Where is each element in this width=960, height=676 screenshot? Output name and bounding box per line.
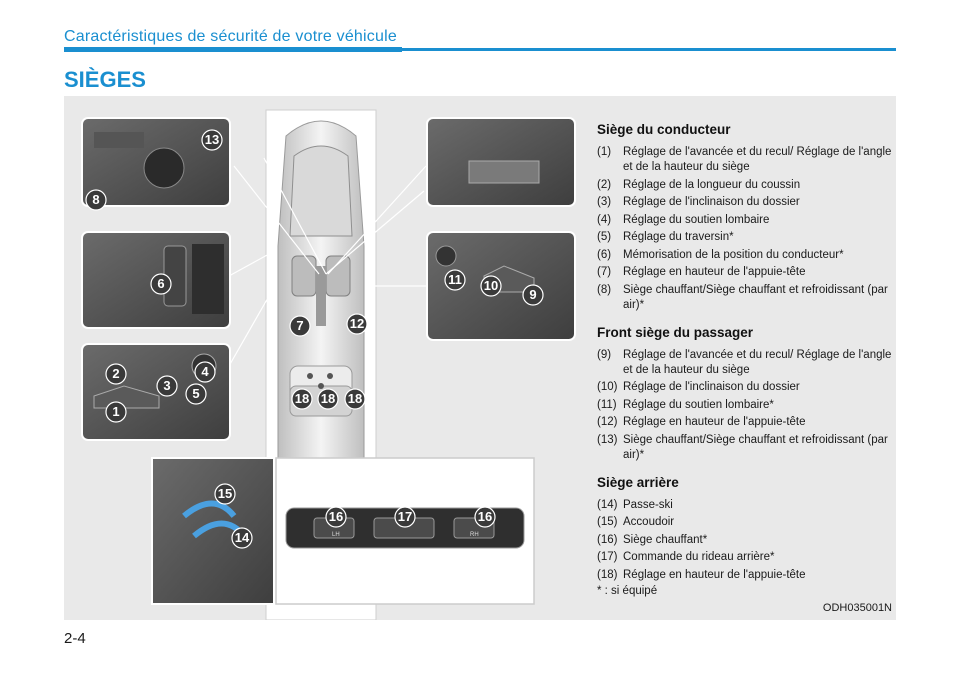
legend-item: (7) Réglage en hauteur de l'appuie-tête — [597, 266, 806, 278]
inset-rear-armrest — [152, 458, 274, 604]
callout-13a — [202, 130, 222, 150]
legend-item: (6) Mémorisation de la position du conducteur* — [597, 248, 844, 261]
callout-18b — [318, 389, 338, 409]
legend-item: (1) Réglage de l'avancée et du recul/ Réglage de l'angle et de la hauteur du siège — [597, 146, 892, 173]
callout-label: 18 — [294, 391, 310, 406]
callout-6 — [151, 274, 171, 294]
legend-item: (12) Réglage en hauteur de l'appuie-tête — [597, 416, 806, 428]
header-rule-accent — [64, 47, 402, 52]
callout-label: 10 — [483, 278, 499, 293]
callout-label: 14 — [234, 530, 250, 545]
switch-label-rh: RH — [470, 532, 479, 538]
callout-label: 15 — [217, 486, 233, 501]
legend-item: (15) Accoudoir — [597, 516, 675, 528]
callout-label: 12 — [349, 316, 365, 331]
legend-item: (3) Réglage de l'inclinaison du dossier — [597, 196, 800, 208]
inset-rear-console-switches — [276, 458, 534, 604]
callout-5 — [186, 384, 206, 404]
callout-label: 5 — [192, 386, 200, 401]
callout-label: 16 — [477, 509, 493, 524]
callout-label: 2 — [112, 366, 120, 381]
legend-footnote: * : si équipé — [597, 585, 658, 597]
callout-label: 9 — [529, 287, 537, 302]
callout-label: 18 — [320, 391, 336, 406]
legend-item: (18) Réglage en hauteur de l'appuie-tête — [597, 568, 806, 581]
legend-item: (9) Réglage de l'avancée et du recul/ Réglage de l'angle et de la hauteur du siège — [597, 348, 892, 376]
legend-item: (16) Siège chauffant* — [597, 533, 708, 546]
legend-item: (2) Réglage de la longueur du coussin — [597, 178, 801, 191]
legend-item: (11) Réglage du soutien lombaire* — [597, 398, 774, 411]
page-number: 2-4 — [64, 630, 86, 647]
legend-group-passenger — [597, 325, 892, 463]
legend-heading-driver: Siège du conducteur — [597, 122, 731, 137]
callout-10 — [481, 276, 501, 296]
legend-group-driver — [597, 122, 892, 313]
callout-4 — [195, 362, 215, 382]
callout-14 — [232, 528, 252, 548]
legend-item: (14) Passe-ski — [597, 498, 673, 511]
legend-item: (4) Réglage du soutien lombaire — [597, 213, 770, 226]
legend-heading-passenger: Front siège du passager — [597, 324, 754, 340]
seats-illustration — [64, 96, 584, 620]
callout-label: 3 — [163, 378, 171, 393]
callout-17 — [395, 507, 415, 527]
callout-label: 11 — [448, 272, 462, 287]
legend-item: (8) Siège chauffant/Siège chauffant et refroidissant (par air)* — [597, 283, 888, 311]
callout-12 — [347, 314, 367, 334]
callout-label: 18 — [347, 391, 363, 406]
callout-label: 8 — [92, 192, 100, 207]
callout-label: 7 — [296, 318, 304, 333]
inset-passenger-console — [427, 118, 575, 206]
callout-18c — [345, 389, 365, 409]
callout-label: 13 — [204, 132, 220, 147]
callout-label: 17 — [397, 509, 413, 524]
illustration-panel — [64, 96, 896, 620]
legend-item: (13) Siège chauffant/Siège chauffant et refroidissant (par air)* — [597, 433, 888, 461]
callout-11 — [445, 270, 465, 290]
inset-driver-seat-switch — [82, 344, 230, 440]
callout-label: 4 — [201, 364, 209, 379]
callout-label: 16 — [328, 509, 344, 524]
callout-8a — [86, 190, 106, 210]
legend-item: (10) Réglage de l'inclinaison du dossier — [597, 381, 800, 393]
callout-16b — [475, 507, 495, 527]
callout-18a — [292, 389, 312, 409]
legend-item: (17) Commande du rideau arrière* — [597, 551, 775, 563]
callout-9 — [523, 285, 543, 305]
callout-label: 1 — [112, 404, 120, 419]
callout-3 — [157, 376, 177, 396]
callout-2 — [106, 364, 126, 384]
callout-label: 6 — [157, 276, 165, 291]
callout-16a — [326, 507, 346, 527]
callout-1 — [106, 402, 126, 422]
figure-code: ODH035001N — [822, 602, 892, 614]
legend-group-rear — [597, 475, 892, 598]
switch-label-lh: LH — [332, 532, 340, 538]
chapter-title: Caractéristiques de sécurité de votre véhicule — [64, 28, 397, 45]
legend-item: (5) Réglage du traversin* — [597, 231, 734, 243]
section-title: SIÈGES — [64, 67, 146, 92]
callout-15 — [215, 484, 235, 504]
legend-heading-rear: Siège arrière — [597, 474, 679, 490]
legend — [597, 122, 892, 609]
callout-7 — [290, 316, 310, 336]
